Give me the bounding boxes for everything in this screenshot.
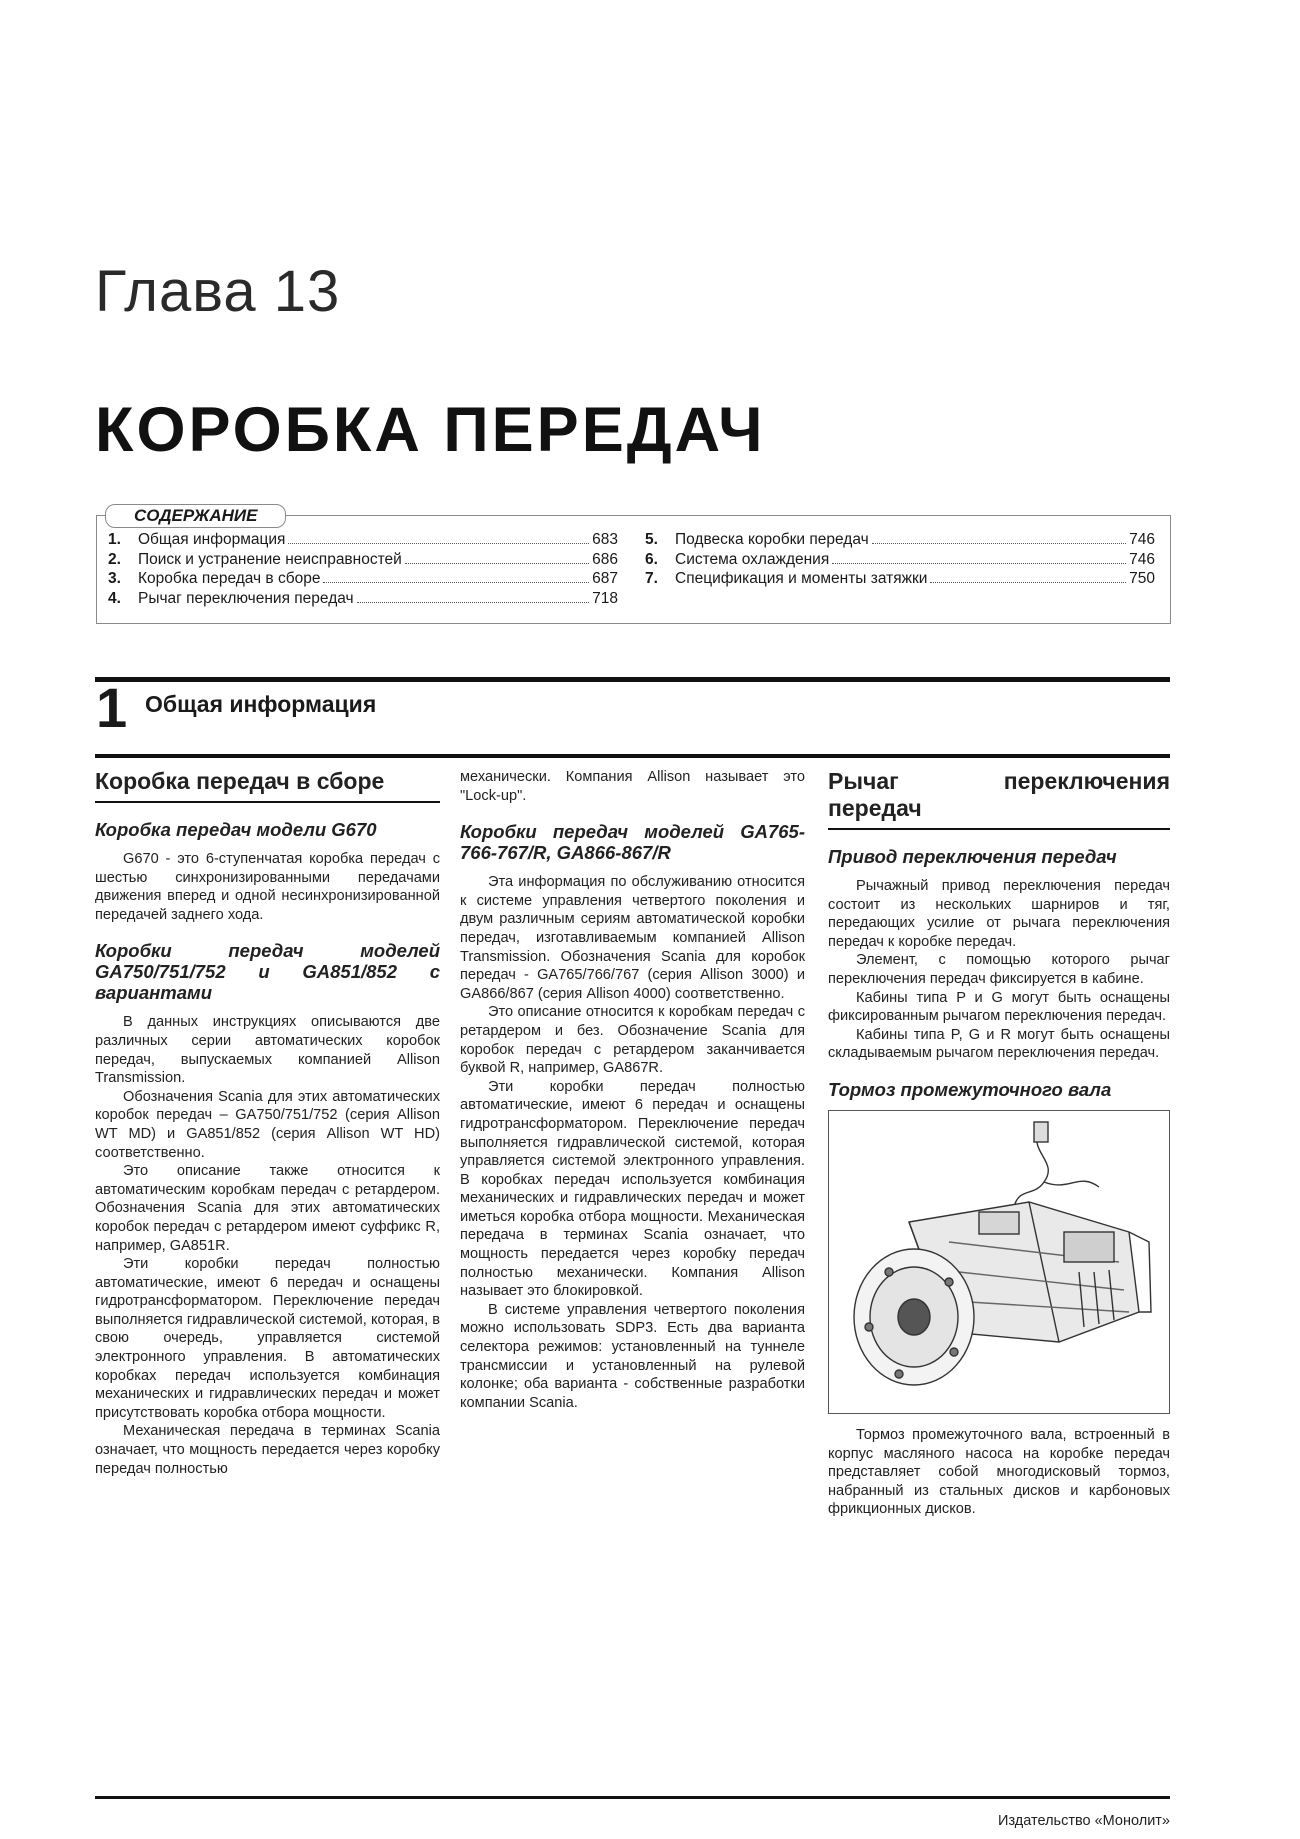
toc-item[interactable]	[108, 531, 618, 551]
gearbox-figure	[828, 1110, 1170, 1414]
chapter-label: Глава 13	[95, 259, 341, 324]
toc-item[interactable]	[645, 551, 1155, 571]
toc-number: 1.	[108, 531, 121, 548]
toc-number: 6.	[645, 550, 658, 568]
paragraph: Эти коробки передач полностью автоматические, имеют 6 передач и оснащены гидротрансформатором. Переключение передач выполняется гидравлической системой, которая управляется системой электронного управления. В коробках передач используется комбинация механических и гидравлических передач и может иметься коробка отбора мощности. Механическая передача в терминах Scania означает, что мощность передается через коробку передач полностью механически. Компания Allison называет это блокировкой.	[460, 1078, 805, 1300]
toc-leader	[357, 602, 590, 603]
toc-leader	[405, 563, 589, 564]
toc-number: 4.	[108, 589, 121, 607]
heading-gear-lever: Рычаг переключения передач	[828, 768, 1170, 830]
paragraph: В данных инструкциях описываются две различных серии автоматических коробок передач, выпускаемых компанией Allison Transmission.	[95, 1014, 440, 1087]
toc-page: 683	[592, 531, 618, 548]
paragraph: Эти коробки передач полностью автоматические, имеют 6 передач и оснащены гидротрансформатором. Переключение передач выполняется гидравлической системой, которая, в свою очередь, управляется системой электронного управления. В автоматических коробках передач используется комбинация механических и гидравлических передач и может присутствовать коробка отбора мощности.	[95, 1256, 440, 1421]
section-number: 1	[96, 676, 128, 739]
paragraph: Механическая передача в терминах Scania означает, что мощность передается через коробку передач полностью	[95, 1423, 440, 1477]
column-1	[95, 768, 440, 1478]
paragraph: В системе управления четвертого поколения можно использовать SDP3. Есть два варианта селектора режимов: установленный на туннеле трансмиссии и установленный на рулевой колонке; оба варианта - собственные разработки компании Scania.	[460, 1301, 805, 1411]
paragraph: Элемент, с помощью которого рычаг переключения передач фиксируется в кабине.	[828, 952, 1170, 987]
paragraph: Тормоз промежуточного вала, встроенный в корпус масляного насоса на коробке передач представляет собой многодисковый тормоз, набранный из стальных дисков и карбоновых фрикционных дисков.	[828, 1426, 1170, 1518]
contents-column-left	[108, 531, 618, 609]
toc-title: Спецификация и моменты затяжки	[675, 570, 928, 587]
gearbox-illustration-icon	[829, 1111, 1169, 1413]
toc-title: Поиск и устранение неисправностей	[138, 550, 402, 568]
paragraph: G670 - это 6-ступенчатая коробка передач с шестью синхронизированными передачами движения вперед и одной несинхронизированной передачей заднего хода.	[95, 851, 440, 923]
paragraph: механически. Компания Allison называет это "Lock-up".	[460, 769, 805, 804]
toc-leader	[288, 543, 589, 544]
toc-page: 687	[592, 570, 618, 587]
toc-page: 750	[1129, 570, 1155, 587]
toc-item[interactable]	[108, 570, 618, 590]
footer-rule	[95, 1796, 1170, 1799]
subheading-ga765-ga866: Коробки передач моделей GA765-766-767/R, GA866-867/R	[460, 821, 805, 864]
toc-leader	[323, 582, 589, 583]
column-2	[460, 768, 805, 1412]
contents-column-right	[645, 531, 1155, 590]
contents-heading: СОДЕРЖАНИЕ	[105, 504, 286, 528]
section-rule-bottom	[95, 754, 1170, 758]
toc-title: Общая информация	[138, 531, 286, 548]
toc-leader	[872, 543, 1126, 544]
paragraph: Обозначения Scania для этих автоматических коробок передач – GA750/751/752 (серия Allison WT MD) и GA851/852 (серия Allison WT HD) соответственно.	[95, 1088, 440, 1161]
subheading-shift-drive: Привод переключения передач	[828, 846, 1117, 867]
paragraph: Кабины типа P, G и R могут быть оснащены складываемым рычагом переключения передач.	[828, 1026, 1170, 1062]
chapter-title: КОРОБКА ПЕРЕДАЧ	[95, 395, 766, 465]
paragraph: Эта информация по обслуживанию относится к системе управления четвертого поколения и двум различным сериям автоматической коробки передач, изготавливаемым компанией Allison Transmission. Обозначения Scania для коробок передач - GA765/766/767 (серия Allison 3000) и GA866/867 (серия Allison 4000) соответственно.	[460, 874, 805, 1002]
toc-number: 7.	[645, 570, 658, 587]
toc-item[interactable]	[108, 590, 618, 610]
toc-number: 5.	[645, 531, 658, 548]
toc-leader	[930, 582, 1126, 583]
toc-item[interactable]	[645, 531, 1155, 551]
toc-title: Подвеска коробки передач	[675, 531, 869, 548]
paragraph: Это описание относится к коробкам передач с ретардером и без. Обозначение Scania для коробок передач с ретардером заканчивается буквой R, например, GA867R.	[460, 1004, 805, 1077]
toc-item[interactable]	[645, 570, 1155, 590]
subheading-g670: Коробка передач модели G670	[95, 819, 377, 840]
toc-title: Коробка передач в сборе	[138, 570, 321, 587]
toc-item[interactable]	[108, 551, 618, 571]
subheading-countershaft-brake: Тормоз промежуточного вала	[828, 1078, 1112, 1100]
publisher-footer: Издательство «Монолит»	[998, 1813, 1170, 1829]
toc-number: 3.	[108, 570, 121, 587]
toc-page: 746	[1129, 531, 1155, 548]
toc-number: 2.	[108, 550, 121, 568]
section-rule-top	[95, 677, 1170, 682]
toc-title: Рычаг переключения передач	[138, 589, 354, 607]
heading-gearbox-assembly: Коробка передач в сборе	[95, 768, 440, 803]
toc-page: 718	[592, 589, 618, 607]
paragraph: Это описание также относится к автоматическим коробкам передач с ретардером. Обозначения Scania для этих автоматических коробок передач с ретардером имеют суффикс R, например, GA851R.	[95, 1163, 440, 1254]
toc-leader	[832, 563, 1126, 564]
column-3	[828, 768, 1170, 1519]
toc-page: 746	[1129, 550, 1155, 568]
toc-title: Система охлаждения	[675, 550, 830, 568]
paragraph: Кабины типа P и G могут быть оснащены фиксированным рычагом переключения передач.	[828, 989, 1170, 1025]
toc-page: 686	[592, 550, 618, 568]
subheading-ga750-ga851: Коробки передач моделей GA750/751/752 и GA851/852 с вариантами	[95, 940, 440, 1004]
section-title: Общая информация	[145, 691, 377, 717]
paragraph: Рычажный привод переключения передач состоит из нескольких шарниров и тяг, передающих усилие от рычага переключения передач к коробке передач.	[828, 878, 1170, 950]
